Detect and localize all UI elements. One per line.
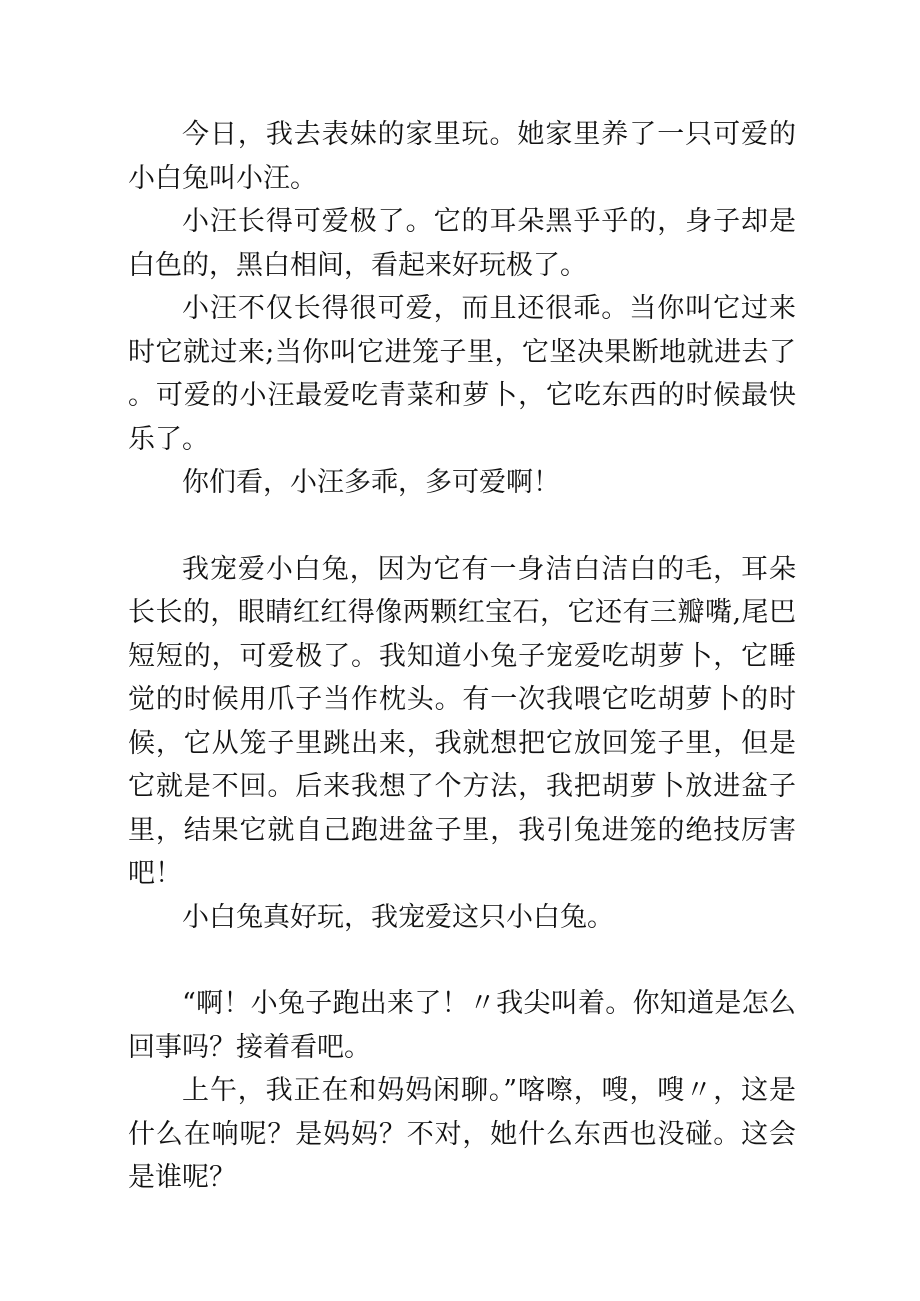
- section-gap: [128, 505, 796, 548]
- paragraph: “啊！小兔子跑出来了！〃我尖叫着。你知道是怎么回事吗？接着看吧。: [128, 988, 796, 1063]
- paragraph: 上午，我正在和妈妈闲聊。”喀嚓，嗖，嗖〃，这是什么在响呢？是妈妈？不对，她什么东西也没碰。这会是谁呢？: [128, 1075, 796, 1193]
- section-1: [128, 113, 796, 505]
- section-3: [128, 982, 796, 1200]
- paragraph: 小汪长得可爱极了。它的耳朵黑乎乎的，身子却是白色的，黑白相间，看起来好玩极了。: [128, 206, 796, 281]
- paragraph: 今日，我去表妹的家里玩。她家里养了一只可爱的小白兔叫小汪。: [128, 119, 796, 194]
- paragraph: 我宠爱小白兔，因为它有一身洁白洁白的毛，耳朵长长的，眼睛红红得像两颗红宝石，它还有三瓣嘴,尾巴短短的，可爱极了。我知道小兔子宠爱吃胡萝卜，它睡觉的时候用爪子当作枕头。有一次我喂它吃胡萝卜的时候，它从笼子里跳出来，我就想把它放回笼子里，但是它就是不回。后来我想了个方法，我把胡萝卜放进盆子里，结果它就自己跑进盆子里，我引兔进笼的绝技厉害吧！: [128, 553, 796, 889]
- essay-body: [128, 113, 796, 1200]
- section-2: [128, 548, 796, 940]
- paragraph: 小白兔真好玩，我宠爱这只小白兔。: [182, 901, 614, 933]
- paragraph: 小汪不仅长得很可爱，而且还很乖。当你叫它过来时它就过来;当你叫它进笼子里，它坚决果断地就进去了。可爱的小汪最爱吃青菜和萝卜，它吃东西的时候最快乐了。: [128, 293, 796, 455]
- section-gap: [128, 939, 796, 982]
- paragraph: 你们看，小汪多乖，多可爱啊！: [182, 467, 560, 498]
